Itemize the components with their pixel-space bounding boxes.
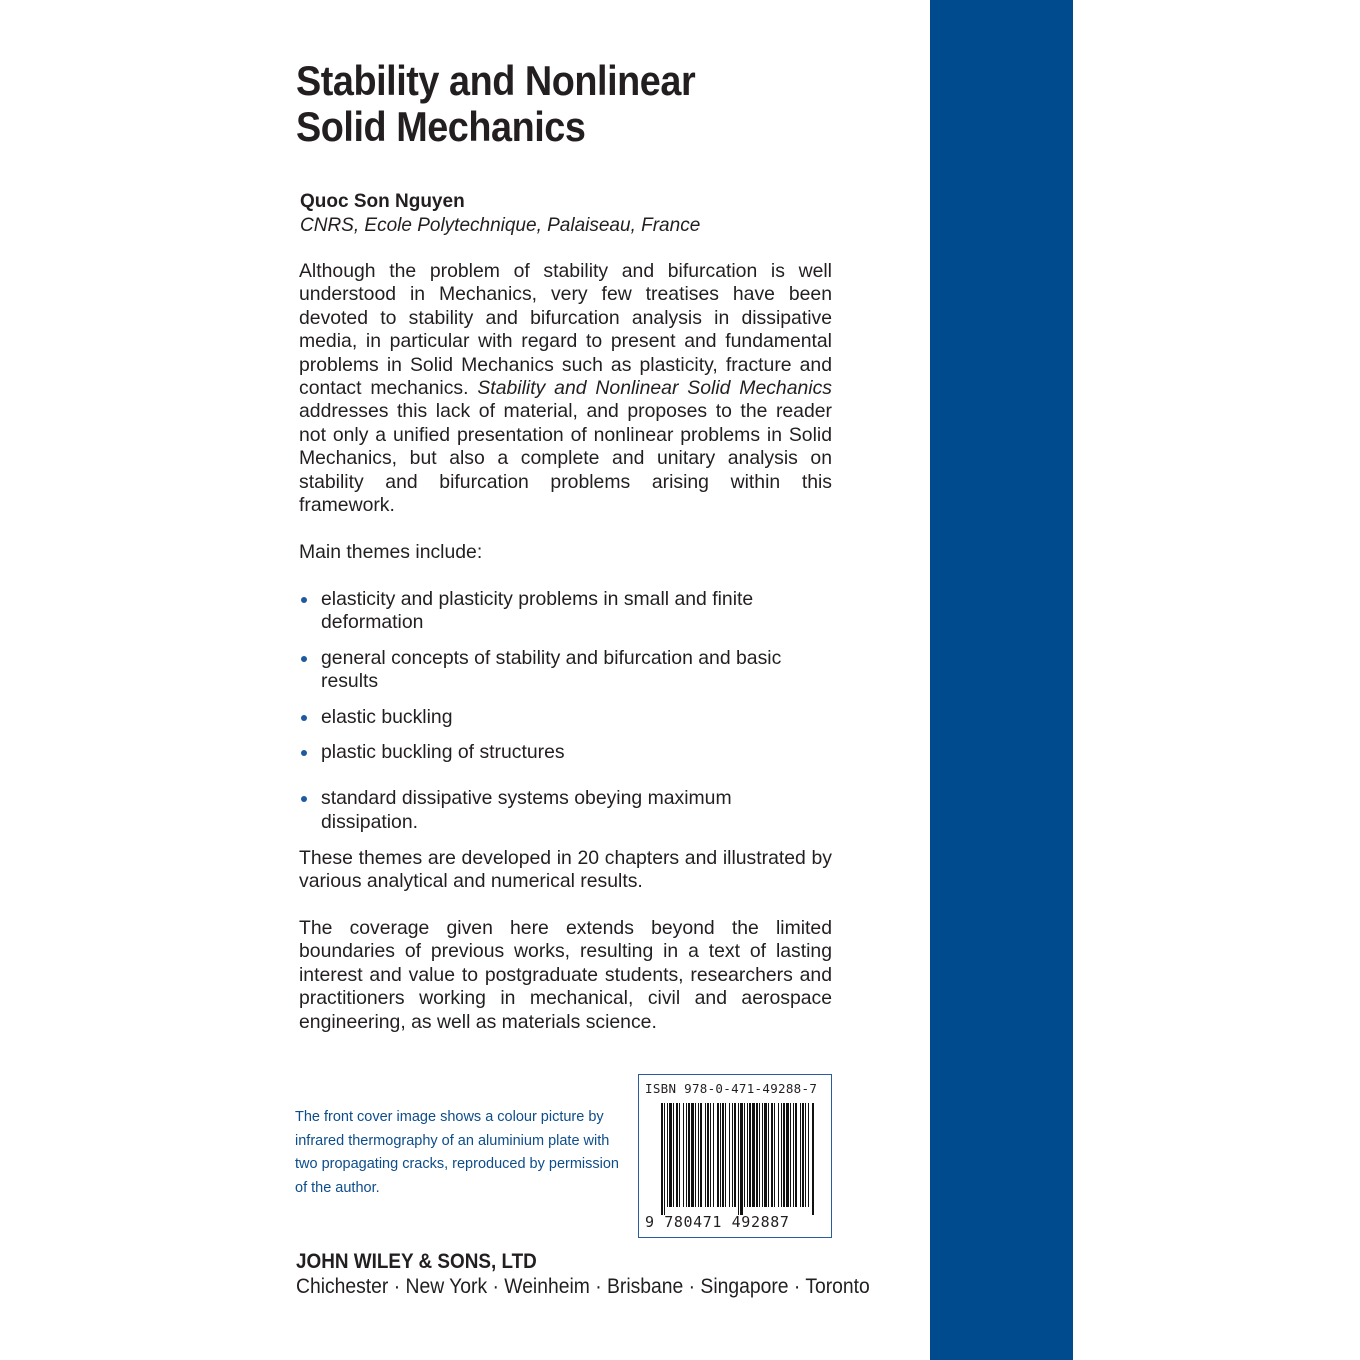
barcode-bar bbox=[707, 1103, 709, 1207]
barcode-bar bbox=[764, 1103, 767, 1207]
barcode-bar bbox=[720, 1103, 721, 1207]
barcode-bar bbox=[669, 1103, 672, 1207]
barcode-bar bbox=[676, 1103, 678, 1207]
barcode-bar bbox=[786, 1103, 789, 1207]
barcode-bar bbox=[664, 1103, 665, 1215]
description-text-2: addresses this lack of material, and proposes to the reader not only a unified presentation of nonlinear problems in Solid Mechanics, but also a complete and unitary analysis on stability and bifurcation problems arising within this framework. bbox=[299, 400, 832, 517]
theme-text: standard dissipative systems obeying maximum dissipation. bbox=[321, 787, 732, 833]
themes-list bbox=[299, 588, 832, 846]
barcode-bar bbox=[812, 1103, 814, 1215]
coverage-paragraph: The coverage given here extends beyond the limited boundaries of previous works, resulting in a text of lasting interest and value to postgraduate students, researchers and practitioners working in mechanical, civil and aerospace engineering, as well as materials science. bbox=[299, 917, 832, 1033]
barcode-bar bbox=[713, 1103, 714, 1207]
bullet-icon bbox=[301, 656, 307, 662]
barcode-bar bbox=[790, 1103, 791, 1207]
theme-item bbox=[299, 787, 832, 834]
barcode-bar bbox=[802, 1103, 804, 1207]
title-line-1: Stability and Nonlinear bbox=[296, 57, 696, 104]
barcode-bar bbox=[732, 1103, 733, 1207]
theme-text: elasticity and plasticity problems in small and finite deformation bbox=[321, 588, 754, 634]
barcode-bar bbox=[710, 1103, 711, 1207]
book-title bbox=[296, 58, 800, 150]
barcode-bar bbox=[778, 1103, 779, 1207]
barcode-bar bbox=[722, 1103, 724, 1207]
barcode-bar bbox=[729, 1103, 730, 1207]
barcode-bar bbox=[756, 1103, 758, 1207]
barcode-bar bbox=[783, 1103, 785, 1207]
themes-intro: Main themes include: bbox=[299, 541, 483, 563]
barcode-bar bbox=[781, 1103, 782, 1207]
author-name: Quoc Son Nguyen bbox=[300, 191, 465, 212]
title-line-2: Solid Mechanics bbox=[296, 103, 586, 150]
theme-item bbox=[299, 647, 832, 694]
barcode-bar bbox=[808, 1103, 809, 1207]
theme-item bbox=[299, 741, 832, 764]
description-text-1: Although the problem of stability and bifurcation is well understood in Mechanics, very few treatises have been devoted to stability and bifurcation analysis in dissipative media, in particular with regard to present and fundamental problems in Solid Mechanics such as plasticity, fracture and contact mechanics. bbox=[299, 260, 832, 400]
theme-item bbox=[299, 588, 832, 635]
barcode-bar bbox=[738, 1103, 739, 1215]
barcode-bar bbox=[683, 1103, 684, 1207]
description-italic-title: Stability and Nonlinear Solid Mechanics bbox=[477, 377, 832, 400]
barcode-bar bbox=[734, 1103, 736, 1207]
barcode-bar bbox=[800, 1103, 801, 1207]
publisher-name: JOHN WILEY & SONS, LTD bbox=[296, 1250, 537, 1273]
bullet-icon bbox=[301, 715, 307, 721]
barcode-bar bbox=[762, 1103, 763, 1207]
barcode-bar bbox=[691, 1103, 694, 1207]
barcode-bar bbox=[752, 1103, 755, 1207]
theme-item bbox=[299, 706, 832, 729]
barcode-bar bbox=[771, 1103, 773, 1207]
barcode-bar bbox=[686, 1103, 687, 1207]
barcode-bar bbox=[700, 1103, 702, 1207]
barcode-bar bbox=[740, 1103, 743, 1215]
barcode-bar bbox=[747, 1103, 748, 1207]
barcode-bar bbox=[774, 1103, 775, 1207]
barcode-bar bbox=[759, 1103, 760, 1207]
barcode-bar bbox=[749, 1103, 751, 1207]
theme-text: elastic buckling bbox=[321, 705, 453, 728]
barcode-bar bbox=[698, 1103, 699, 1207]
bullet-icon bbox=[301, 796, 307, 802]
theme-text: general concepts of stability and bifurcation and basic results bbox=[321, 646, 782, 693]
chapters-paragraph: These themes are developed in 20 chapters and illustrated by various analytical and numerical results. bbox=[299, 847, 832, 893]
description-paragraph bbox=[299, 260, 832, 517]
barcode-digits: 9 780471 492887 bbox=[645, 1213, 790, 1231]
barcode-bar bbox=[688, 1103, 690, 1207]
theme-text: plastic buckling of structures bbox=[321, 741, 565, 764]
barcode-bar bbox=[744, 1103, 745, 1207]
barcode-bar bbox=[667, 1103, 668, 1207]
book-spine bbox=[930, 0, 1073, 1360]
barcode-bar bbox=[795, 1103, 797, 1207]
publisher-cities: Chichester · New York · Weinheim · Brisbane · Singapore · Toronto bbox=[296, 1275, 870, 1298]
barcode-bar bbox=[661, 1103, 663, 1215]
barcode-bar bbox=[673, 1103, 674, 1207]
bullet-icon bbox=[301, 597, 307, 603]
isbn-label: ISBN 978-0-471-49288-7 bbox=[645, 1081, 818, 1096]
barcode-bar bbox=[717, 1103, 719, 1207]
bullet-icon bbox=[301, 750, 307, 756]
barcode-bar bbox=[679, 1103, 680, 1207]
barcode-bar bbox=[695, 1103, 696, 1207]
author-affiliation: CNRS, Ecole Polytechnique, Palaiseau, France bbox=[300, 215, 701, 236]
barcode-bar bbox=[793, 1103, 794, 1207]
isbn-barcode bbox=[638, 1074, 832, 1238]
barcode-bar bbox=[725, 1103, 726, 1207]
cover-image-note: The front cover image shows a colour picture by infrared thermography of an aluminium plate with two propagating cracks, reproduced by permission of the author. bbox=[295, 1109, 619, 1196]
barcode-bar bbox=[705, 1103, 706, 1207]
barcode-bar bbox=[805, 1103, 806, 1207]
barcode-bar bbox=[768, 1103, 769, 1207]
